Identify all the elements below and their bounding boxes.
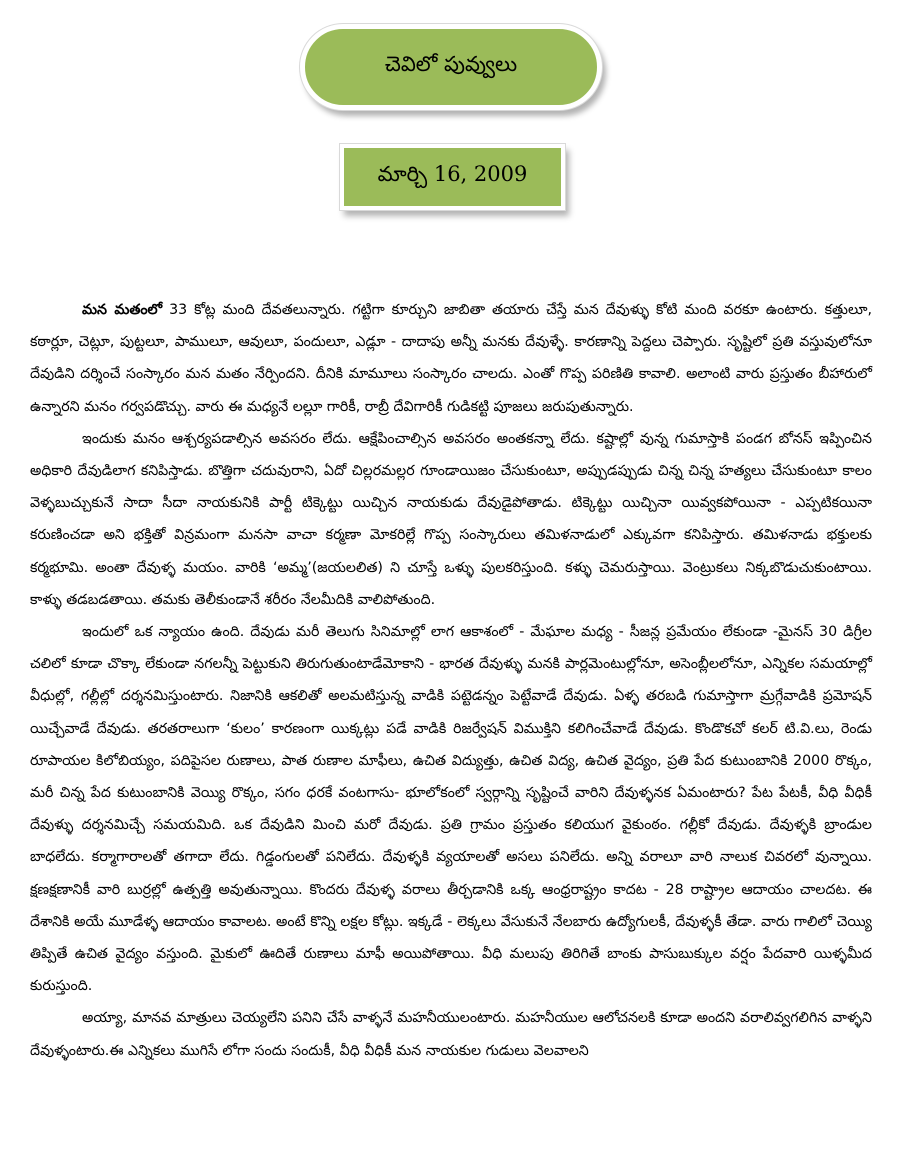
page-title: చెవిలో పువ్వులు — [384, 52, 518, 76]
article-body — [30, 294, 872, 1067]
paragraph-2: ఇందుకు మనం ఆశ్చర్యపడాల్సిన అవసరం లేదు. ఆక్షేపించాల్సిన అవసరం అంతకన్నా లేదు. కష్టాల్లో వున్న గుమాస్తాకి పండగ బోనస్ ఇప్పించిన అధికారి దేవుడిలాగ కనిపిస్తాడు. బొత్తిగా చదువురాని, ఏదో చిల్లరమల్లర గూండాయిజం చేసుకుంటూ, అప్పుడప్పుడు చిన్న చిన్న హత్యలు చేసుకుంటూ కాలం వెళ్ళబుచ్చుకునే సాదా సీదా నాయకునికి పార్టీ టిక్కెట్టు యిచ్చిన నాయకుడు దేవుడైపోతాడు. టిక్కెట్టు యిచ్చినా యివ్వకపోయినా - ఎప్పటికయినా కరుణించడా అని భక్తితో విన్రమంగా మనసా వాచా కర్మణా మోకరిల్లే గొప్ప సంస్కారులు తమిళనాడులో ఎక్కువగా కనిపిస్తారు. తమిళనాడు భక్తులకు కర్మభూమి. అంతా దేవుళ్ళ మయం. వారికి ‘అమ్మ’(జయలలిత) ని చూస్తే ఒళ్ళు పులకరిస్తుంది. కళ్ళు చెమరుస్తాయి. వెంట్రుకలు నిక్కబొడుచుకుంటాయి. కాళ్ళు తడబడతాయి. తమకు తెలీకుండానే శరీరం నేలమీదికి వాలిపోతుంది. — [30, 430, 872, 608]
lead-phrase: మన మతంలో — [82, 302, 163, 318]
paragraph-4: అయ్యా, మానవ మాత్రులు చెయ్యలేని పనిని చేసే వాళ్ళనే మహనీయులంటారు. మహనీయుల ఆలోచనలకి కూడా అందని వరాలివ్వగలిగిన వాళ్ళని దేవుళ్ళంటారు.ఈ ఎన్నికలు ముగిసే లోగా సందు సందుకీ, వీధి వీధికీ మన నాయకుల గుడులు వెలవాలని — [30, 1010, 872, 1059]
paragraph-3: ఇందులో ఒక న్యాయం ఉంది. దేవుడు మరీ తెలుగు సినిమాల్లో లాగ ఆకాశంలో - మేఘాల మధ్య - సీజన్ల ప్రమేయం లేకుండా -మైనస్ 30 డిగ్రీల చలిలో కూడా చొక్కా లేకుండా నగలన్నీ పెట్టుకుని తిరుగుతుంటాడేమోకాని - భారత దేవుళ్ళు మనకి పార్లమెంటుల్లోనూ, అసెంబ్లీలలోనూ, ఎన్నికల సమయాల్లో వీధుల్లో, గల్లీల్లో దర్శనమిస్తుంటారు. నిజానికి ఆకలితో అలమటిస్తున్న వాడికి పట్టెడన్నం పెట్టేవాడే దేవుడు. ఏళ్ళ తరబడి గుమాస్తాగా మ్రగ్గేవాడికి ప్రమోషన్ యిచ్చేవాడే దేవుడు. తరతరాలుగా ‘కులం’ కారణంగా యిక్కట్లు పడే వాడికి రిజర్వేషన్ విముక్తిని కలిగించేవాడే దేవుడు. కొండొకచో కలర్ టి.వి.లు, రెండు రూపాయల కిలోబియ్యం, పదిపైసల రుణాలు, పాత రుణాల మాఫీలు, ఉచిత విద్యుత్తు, ఉచిత విద్య, ఉచిత వైద్యం, ప్రతి పేద కుటుంబానికి 2000 రొక్కం, మరీ చిన్న పేద కుటుంబానికి వెయ్యి రొక్కం, సగం ధరకే వంటగాసు- భూలోకంలో స్వర్గాన్ని సృష్టించే వారిని దేవుళ్ళనక ఏమంటారు? పేట పేటకీ, వీధి వీధికీ దేవుళ్ళు దర్శనమిచ్చే సమయమిది. ఒక దేవుడిని మించి మరో దేవుడు. ప్రతి గ్రామం ప్రస్తుతం కలియుగ వైకుంఠం. గల్లీకో దేవుడు. దేవుళ్ళకి బ్రాండుల బాధలేదు. కర్మాగారాలతో తగాదా లేదు. గిడ్డంగులతో పనిలేదు. దేవుళ్ళకి వ్యయాలతో అసలు పనిలేదు. అన్ని వరాలూ వారి నాలుక చివరలో వున్నాయి. క్షణక్షణానికీ వారి బుర్రల్లో ఉత్పత్తి అవుతున్నాయి. కొందరు దేవుళ్ళ వరాలు తీర్చడానికి ఒక్క ఆంధ్రరాష్ట్రం కాదట - 28 రాష్ట్రాల ఆదాయం చాలదట. ఈ దేశానికి అయే మూడేళ్ళ ఆదాయం కావాలట. అంటే కొన్ని లక్షల కోట్లు. ఇక్కడే - లెక్కలు వేసుకునే నేలబారు ఉద్యోగులకీ, దేవుళ్ళకీ తేడా. వారు గాలిలో చెయ్యి తిప్పితే ఉచిత వైద్యం వస్తుంది. మైకులో ఊదితే రుణాలు మాఫీ అయిపోతాయి. వీధి మలుపు తిరిగితే బాంకు పాసుబుక్కుల వర్షం పేదవారి యిళ్ళమీద కురుస్తుంది. — [30, 624, 872, 995]
date-banner — [340, 144, 565, 210]
title-banner — [300, 24, 602, 110]
post-date: మార్చి 16, 2009 — [377, 162, 528, 186]
paragraph-1-text: 33 కోట్ల మంది దేవతలున్నారు. గట్టిగా కూర్చుని జాబితా తయారు చేస్తే మన దేవుళ్ళు కోటి మంది వరకూ ఉంటారు. కత్తులూ, కఠార్లూ, చెట్లూ, పుట్టలూ, పాములూ, ఆవులూ, పందులూ, ఎడ్లూ - దాదాపు అన్నీ మనకు దేవుళ్ళే. కారణాన్ని పెద్దలు చెప్పారు. సృష్టిలో ప్రతి వస్తువులోనూ దేవుడిని దర్శించే సంస్కారం మన మతం నేర్పిందని. దీనికి మామూలు సంస్కారం చాలదు. ఎంతో గొప్ప పరిణితి కావాలి. అలాంటి వారు ప్రస్తుతం బీహారులో ఉన్నారని మనం గర్వపడొచ్చు. వారు ఈ మధ్యనే లల్లూ గారికీ, రాబ్రీ దేవిగారికీ గుడికట్టి పూజలు జరుపుతున్నారు. — [30, 302, 872, 415]
paragraph-1 — [30, 294, 872, 423]
